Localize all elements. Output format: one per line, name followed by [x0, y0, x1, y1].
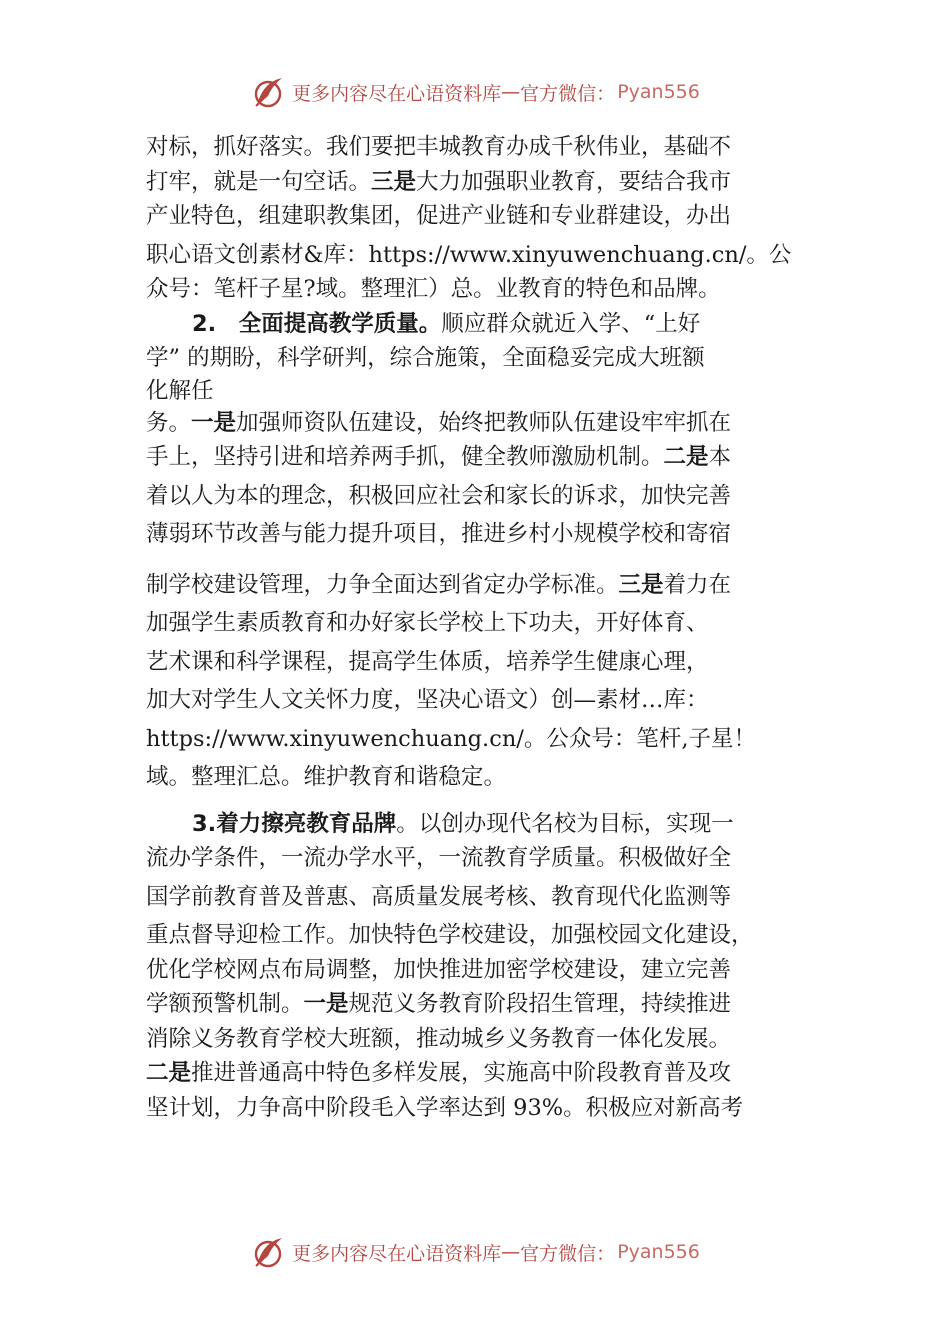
paragraph-line: 务。一是加强师资队伍建设，始终把教师队伍建设牢牢抓在 [146, 409, 732, 436]
quill-logo-icon [250, 1234, 286, 1270]
paragraph-line: 二是推进普通高中特色多样发展，实施高中阶段教育普及攻 [146, 1060, 732, 1086]
paragraph-line: 产业特色，组建职教集团，促进产业链和专业群建设，办出 [146, 203, 732, 229]
watermark-wechat-label: 官方微信： [520, 1242, 616, 1265]
paragraph-line: 学额预警机制。一是规范义务教育阶段招生管理，持续推进 [146, 991, 732, 1017]
paragraph-line: 重点督导迎检工作。加快特色学校建设，加强校园文化建设， [146, 922, 754, 948]
paragraph-line: 化解任 [146, 377, 214, 404]
paragraph-line: 优化学校网点布局调整，加快推进加密学校建设，建立完善 [146, 956, 732, 983]
document-body [146, 130, 836, 1125]
watermark-site-text: 更多内容尽在心语资料库 [292, 82, 502, 105]
section-heading-2: 2. 全面提高教学质量。 [192, 310, 442, 337]
paragraph-line: 众号：笔杆子星?域。整理汇）总。业教育的特色和品牌。 [146, 276, 721, 302]
paragraph-line: 着以人为本的理念，积极回应社会和家长的诉求，加快完善 [146, 482, 732, 509]
bold-marker: 二是 [663, 444, 709, 470]
watermark-dash: — [501, 1241, 521, 1263]
paragraph-line: 对标，抓好落实。我们要把丰城教育办成千秋伟业，基础不 [146, 134, 732, 160]
paragraph-line: 学” 的期盼，科学研判，综合施策，全面稳妥完成大班额 [146, 345, 705, 371]
footer-watermark [0, 1230, 950, 1274]
watermark-inline-line: 职心语文创素材&库：https://www.xinyuwenchuang.cn/。公 [146, 241, 792, 268]
watermark-dash: — [501, 81, 521, 103]
paragraph-line: 消除义务教育学校大班额，推动城乡义务教育一体化发展。 [146, 1025, 732, 1052]
bold-marker: 一是 [303, 991, 349, 1017]
paragraph-line: 手上，坚持引进和培养两手抓，健全教师激励机制。二是本 [146, 444, 732, 470]
paragraph-line: 流办学条件，一流办学水平，一流教育学质量。积极做好全 [146, 845, 732, 871]
paragraph-line: 加大对学生人文关怀力度，坚决心语文）创—素材…库： [146, 687, 709, 713]
header-watermark [0, 70, 950, 114]
watermark-wechat-handle: Pyan556 [617, 1241, 700, 1263]
watermark-wechat-label: 官方微信： [520, 82, 616, 105]
section-heading-3: 3.着力擦亮教育品牌 [192, 810, 397, 837]
section-heading-line: 3.着力擦亮教育品牌。以创办现代名校为目标，实现一 [192, 810, 734, 837]
paragraph-line: 薄弱环节改善与能力提升项目，推进乡村小规模学校和寄宿 [146, 521, 732, 547]
quill-logo-icon [250, 74, 286, 110]
bold-marker: 三是 [618, 571, 664, 598]
bold-marker: 三是 [371, 168, 417, 195]
bold-marker: 二是 [146, 1060, 192, 1086]
bold-marker: 一是 [191, 409, 237, 436]
paragraph-line: 域。整理汇总。维护教育和谐稳定。 [146, 764, 507, 790]
paragraph-line: 制学校建设管理，力争全面达到省定办学标准。三是着力在 [146, 571, 732, 598]
watermark-site-text: 更多内容尽在心语资料库 [292, 1242, 502, 1265]
paragraph-line: 加强学生素质教育和办好家长学校上下功夫，开好体育、 [146, 610, 709, 636]
watermark-inline-line: https://www.xinyuwenchuang.cn/。公众号：笔杆,子星！ [146, 725, 757, 752]
paragraph-line: 艺术课和科学课程，提高学生体质，培养学生健康心理， [146, 648, 709, 675]
paragraph-line: 坚计划，力争高中阶段毛入学率达到 93%。积极应对新高考 [146, 1094, 744, 1121]
paragraph-line: 国学前教育普及普惠、高质量发展考核、教育现代化监测等 [146, 883, 732, 910]
paragraph-line: 打牢，就是一句空话。三是大力加强职业教育，要结合我市 [146, 168, 732, 195]
watermark-wechat-handle: Pyan556 [617, 81, 700, 103]
section-heading-line: 2. 全面提高教学质量。顺应群众就近入学、“上好 [192, 310, 701, 337]
